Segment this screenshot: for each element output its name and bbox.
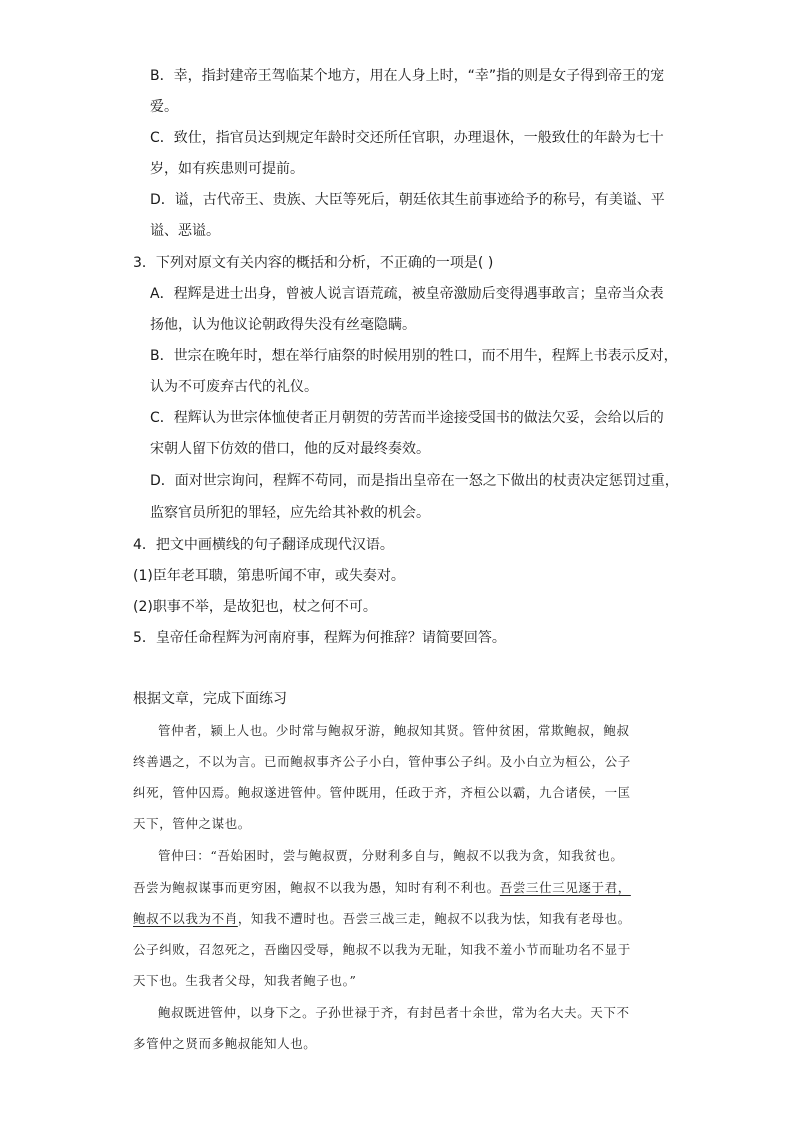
q2-option-d-line1: D．谥，古代帝王、贵族、大臣等死后，朝廷依其生前事迹给予的称号，有美谥、平 <box>150 192 665 208</box>
q5-stem: 5．皇帝任命程辉为河南府事，程辉为何推辞？请简要回答。 <box>133 630 506 646</box>
passage-p2-line2 <box>133 878 631 898</box>
q2-option-b-line2: 爱。 <box>150 99 178 115</box>
section-heading: 根据文章，完成下面练习 <box>133 691 287 707</box>
passage-p1-line3: 纠死，管仲囚焉。鲍叔遂进管仲。管仲既用，任政于齐，齐桓公以霸，九合诸侯，一匡 <box>133 785 631 800</box>
q3-option-c-line1: C．程辉认为世宗体恤使者正月朝贺的劳苦而半途接受国书的做法欠妥，会给以后的 <box>150 410 664 426</box>
underlined-sentence-part2: 鲍叔不以我为不肖 <box>133 911 238 926</box>
q3-option-d-line2: 监察官员所犯的罪轻，应先给其补救的机会。 <box>150 505 430 521</box>
q3-option-a-line1: A．程辉是进士出身，曾被人说言语荒疏，被皇帝激励后变得遇事敢言；皇帝当众表 <box>150 286 664 302</box>
q3-option-b-line1: B．世宗在晚年时，想在举行庙祭的时候用别的牲口，而不用牛，程辉上书表示反对， <box>150 348 678 364</box>
q4-stem: 4．把文中画横线的句子翻译成现代汉语。 <box>133 537 394 553</box>
passage-p2-line4: 公子纠败，召忽死之，吾幽囚受辱，鲍叔不以我为无耻，知我不羞小节而耻功名不显于 <box>133 942 631 957</box>
passage-p2-line2-plain: 吾尝为鲍叔谋事而更穷困，鲍叔不以我为愚，知时有利不利也。 <box>133 880 500 895</box>
q4-item-1: (1)臣年老耳聩，第患听闻不审，或失奏对。 <box>133 568 405 584</box>
passage-p3-line1: 鲍叔既进管仲，以身下之。子孙世禄于齐，有封邑者十余世，常为名大夫。天下不 <box>158 1005 630 1020</box>
underlined-sentence-part1: 吾尝三仕三见逐于君， <box>499 880 631 895</box>
q3-option-c-line2: 宋朝人留下仿效的借口，他的反对最终奏效。 <box>150 441 430 457</box>
q3-option-d-line1: D．面对世宗询问，程辉不苟同，而是指出皇帝在一怒之下做出的杖责决定惩罚过重， <box>150 473 679 489</box>
q3-stem: 3．下列对原文有关内容的概括和分析，不正确的一项是( ) <box>133 255 494 271</box>
passage-p1-line2: 终善遇之，不以为言。已而鲍叔事齐公子小白，管仲事公子纠。及小白立为桓公，公子 <box>133 754 631 769</box>
q3-option-b-line2: 认为不可废弃古代的礼仪。 <box>150 379 318 395</box>
passage-p1-line4: 天下，管仲之谋也。 <box>133 816 251 831</box>
passage-p3-line2: 多管仲之贤而多鲍叔能知人也。 <box>133 1036 317 1051</box>
q2-option-c-line2: 岁，如有疾患则可提前。 <box>150 161 304 177</box>
passage-p2-line3-plain: ，知我不遭时也。吾尝三战三走，鲍叔不以我为怯，知我有老母也。 <box>237 911 631 926</box>
q3-option-a-line2: 扬他，认为他议论朝政得失没有丝毫隐瞒。 <box>150 317 416 333</box>
passage-p1-line1: 管仲者，颍上人也。少时常与鲍叔牙游，鲍叔知其贤。管仲贫困，常欺鲍叔，鲍叔 <box>158 723 630 738</box>
q2-option-b-line1: B．幸，指封建帝王驾临某个地方，用在人身上时，“幸”指的则是女子得到帝王的宠 <box>150 68 665 84</box>
q2-option-c-line1: C．致仕，指官员达到规定年龄时交还所任官职，办理退休，一般致仕的年龄为七十 <box>150 130 664 146</box>
q4-item-2: (2)职事不举，是故犯也，杖之何不可。 <box>133 599 377 615</box>
q2-option-d-line2: 谥、恶谥。 <box>150 223 220 239</box>
passage-p2-line1: 管仲曰：“吾始困时，尝与鲍叔贾，分财利多自与，鲍叔不以我为贪，知我贫也。 <box>158 848 624 863</box>
passage-p2-line3 <box>133 909 631 929</box>
passage-p2-line5: 天下也。生我者父母，知我者鲍子也。” <box>133 973 357 988</box>
